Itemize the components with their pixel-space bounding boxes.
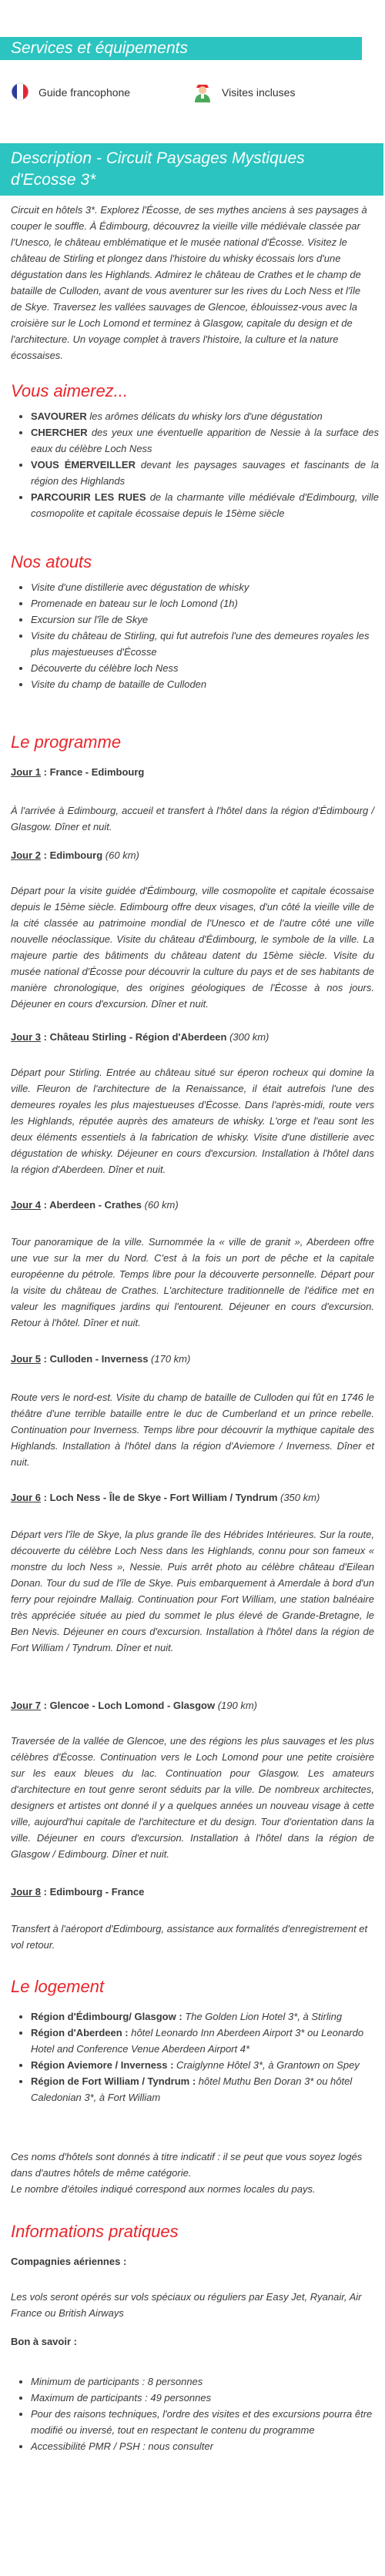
services-title: Services et équipements — [11, 39, 188, 57]
day-7-text: Traversée de la vallée de Glencoe, une des régions les plus sauvages et les plus célèbres d'Écosse. Continuation vers le Loch Lomond pour une petite croisière sur les eaux bleues du lac. Continuation pour Glasgow. Les amateurs d'architecture en tout genre seront séduits par la ville. De nombreux architectes, designers et artistes ont donné il y a quelques années un nouveau visage à cette ville, aujourd'hui capitale de l'architecture et du design. Tour d'orientation dans la ville. Déjeuner en cours d'excursion. Installation à l'hôtel dans la région de Glasgow / Edimbourg. Dîner et nuit. — [11, 1735, 374, 1860]
list-item: • Région d'Édimbourg/ Glasgow : The Golden Lion Hotel 3*, à Stirling — [31, 2008, 379, 2025]
list-item: • Région de Fort William / Tyndrum : hôtel Muthu Ben Doran 3* ou hôtel Caledonian 3*, à Fort William — [31, 2073, 379, 2105]
list-item: • Région Aviemore / Inverness : Craiglynne Hôtel 3*, à Grantown on Spey — [31, 2057, 379, 2073]
list-item: • VOUS ÉMERVEILLER devant les paysages sauvages et fascinants de la région des Highlands — [31, 457, 379, 489]
list-item: • Maximum de participants : 49 personnes — [31, 2390, 379, 2406]
service-visits — [192, 81, 374, 105]
day-1-text: À l'arrivée à Edimbourg, accueil et transfert à l'hôtel dans la région d'Édimbourg / Glasgow. Dîner et nuit. — [11, 805, 374, 832]
day-2-text: Départ pour la visite guidée d'Édimbourg, ville cosmopolite et capitale écossaise depuis le 15ème siècle. Edimbourg offre deux visages, d'un côté la vieille ville de la cité classée au patrimoine mondial de l'Unesco et de l'autre côté une ville nouvelle néoclassique. Visite du château d'Édimbourg, le symbole de la ville. La majeure partie des bâtiments du château datent du 15ème siècle. Visite du musée national d'Écosse pour découvrir la culture du pays et de ses habitants de manière chronologique, des origines géologiques de l'Écosse à nos jours. Déjeuner en cours d'excursion. Dîner et nuit. — [11, 885, 374, 1010]
list-item: • SAVOURER les arômes délicats du whisky lors d'une dégustation — [31, 408, 379, 424]
day-5-text: Route vers le nord-est. Visite du champ de bataille de Culloden qui fût en 1746 le théâtre d'une terrible bataille entre le duc de Cumberland et un prince rebelle. Continuation pour Inverness. Temps libre pour découvrir la mythique capitale des Highlands. Installation à l'hôtel dans la région d'Aviemore / Inverness. Dîner et nuit. — [11, 1392, 374, 1468]
day-3-heading: Jour 3 : Château Stirling - Région d'Aberdeen (300 km) — [11, 1031, 270, 1043]
list-item: • CHERCHER des yeux une éventuelle apparition de Nessie à la surface des eaux du célèbre Loch Ness — [31, 424, 379, 457]
programme-title: Le programme — [11, 732, 122, 752]
service-guide-label: Guide francophone — [38, 86, 131, 99]
list-item: • Promenade en bateau sur le loch Lomond (1h) — [31, 595, 379, 611]
service-visits-label: Visites incluses — [222, 86, 296, 99]
list-item: • Pour des raisons techniques, l'ordre des visites et des excursions pourra être modifié ou inversé, tout en respectant le contenu du programme — [31, 2406, 379, 2438]
day-4-heading: Jour 4 : Aberdeen - Crathes (60 km) — [11, 1199, 179, 1211]
infos-title: Informations pratiques — [11, 2222, 179, 2241]
services-row — [11, 77, 374, 108]
description-banner — [0, 143, 383, 196]
list-item: • Visite du champ de bataille de Culloden — [31, 676, 379, 692]
french-flag-icon — [11, 82, 38, 103]
bon-list — [11, 2373, 379, 2454]
day-5-heading: Jour 5 : Culloden - Inverness (170 km) — [11, 1353, 191, 1365]
nos-atouts-list — [11, 579, 379, 692]
vous-aimerez-list — [11, 408, 379, 521]
logement-note-1: Ces noms d'hôtels sont donnés à titre indicatif : il se peut que vous soyez logés dans d'autres hôtels de même catégorie. — [11, 2151, 363, 2179]
list-item: • Visite d'une distillerie avec dégustation de whisky — [31, 579, 379, 595]
logement-title: Le logement — [11, 1977, 105, 1996]
list-item: • Accessibilité PMR / PSH : nous consulter — [31, 2438, 379, 2454]
vous-aimerez-title: Vous aimerez... — [11, 381, 129, 400]
day-1-heading: Jour 1 : France - Edimbourg — [11, 766, 145, 778]
bon-label: Bon à savoir : — [11, 2336, 77, 2347]
service-guide — [11, 82, 192, 103]
compagnies-label: Compagnies aériennes : — [11, 2256, 127, 2267]
day-8-text: Transfert à l'aéroport d'Edimbourg, assistance aux formalités d'enregistrement et vol retour. — [11, 1923, 368, 1951]
day-6-heading: Jour 6 : Loch Ness - Île de Skye - Fort William / Tyndrum (350 km) — [11, 1492, 320, 1503]
list-item: • Découverte du célèbre loch Ness — [31, 660, 379, 676]
day-4-text: Tour panoramique de la ville. Surnommée la « ville de granit », Aberdeen offre une vue sur la mer du Nord. C'est à la fois un port de pêche et la capitale européenne du pétrole. Temps libre pour la découverte personnelle. Départ pour la visite du château de Crathes. L'architecture traditionnelle de l'édifice met en valeur les magnifiques jardins qui l'entourent. Déjeuner en cours d'excursion. Retour à l'hôtel. Dîner et nuit. — [11, 1236, 374, 1328]
list-item: • Minimum de participants : 8 personnes — [31, 2373, 379, 2390]
day-3-text: Départ pour Stirling. Entrée au château situé sur éperon rocheux qui domine la ville. Fleuron de l'architecture de la Renaissance, il était autrefois l'une des demeures royales les plus majestueuses d'Écosse. Dans l'après-midi, route vers les Highlands, réputée auprès des amateurs de whisky. L'orge et l'eau sont les deux éléments essentiels à la fabrication de whisky. Visite d'une distillerie avec dégustation de whisky. Déjeuner en cours d'excursion. Installation à l'hôtel dans la région d'Aberdeen. Dîner et nuit. — [11, 1067, 374, 1175]
services-banner — [0, 37, 362, 60]
logement-list — [11, 2008, 379, 2105]
compagnies-text: Les vols seront opérés sur vols spéciaux ou réguliers par Easy Jet, Ryanair, Air France ou British Airways — [11, 2291, 362, 2319]
day-6-text: Départ vers l'île de Skye, la plus grande île des Hébrides Intérieures. Sur la route, découverte du célèbre Loch Ness dans les Highlands, connu pour son fameux « monstre du loch Ness », Nessie. Puis arrêt photo au célèbre château d'Eilean Donan. Tour du sud de l'île de Skye. Puis embarquement à Amerdale à bord d'un ferry pour rejoindre Mallaig. Continuation pour Fort William, une station balnéaire très appréciée située au pied du sommet le plus élevé de Grande-Bretagne, le Ben Nevis. Déjeuner en cours d'excursion. Installation à l'hôtel dans la région de Fort William / Tyndrum. Dîner et nuit. — [11, 1529, 374, 1653]
description-title: Description - Circuit Paysages Mystiques d'Ecosse 3* — [11, 149, 305, 189]
description-text: Circuit en hôtels 3*. Explorez l'Écosse, de ses mythes anciens à ses paysages à couper le souffle. À Édimbourg, découvrez la vieille ville médiévale classée par l'Unesco, le château emblématique et le musée national d'Écosse. Visitez le château de Stirling et plongez dans l'histoire du whisky écossais lors d'une dégustation dans les Highlands. Admirez le château de Crathes et le champ de bataille de Culloden, avant de vous aventurer sur les rives du Loch Ness et l'île de Skye. Traversez les vallées sauvages de Glencoe, éblouissez-vous avec la croisière sur le Loch Lomond et terminez à Glasgow, capitale du design et de l'architecture. Un voyage complet à travers l'histoire, la culture et la nature écossaises. — [11, 204, 367, 361]
guide-person-icon — [192, 81, 222, 105]
list-item: • PARCOURIR LES RUES de la charmante ville médiévale d'Edimbourg, ville cosmopolite et capitale écossaise depuis le 15ème siècle — [31, 489, 379, 521]
list-item: • Excursion sur l'île de Skye — [31, 611, 379, 628]
logement-note-2: Le nombre d'étoiles indiqué correspond aux normes locales du pays. — [11, 2183, 316, 2195]
day-2-heading: Jour 2 : Edimbourg (60 km) — [11, 849, 139, 861]
nos-atouts-title: Nos atouts — [11, 552, 92, 571]
day-7-heading: Jour 7 : Glencoe - Loch Lomond - Glasgow (190 km) — [11, 1700, 257, 1711]
list-item: • Région d'Aberdeen : hôtel Leonardo Inn Aberdeen Airport 3* ou Leonardo Hotel and Conference Venue Aberdeen Airport 4* — [31, 2025, 379, 2057]
day-8-heading: Jour 8 : Edimbourg - France — [11, 1886, 145, 1898]
list-item: • Visite du château de Stirling, qui fut autrefois l'une des demeures royales les plus majestueuses d'Écosse — [31, 628, 379, 660]
